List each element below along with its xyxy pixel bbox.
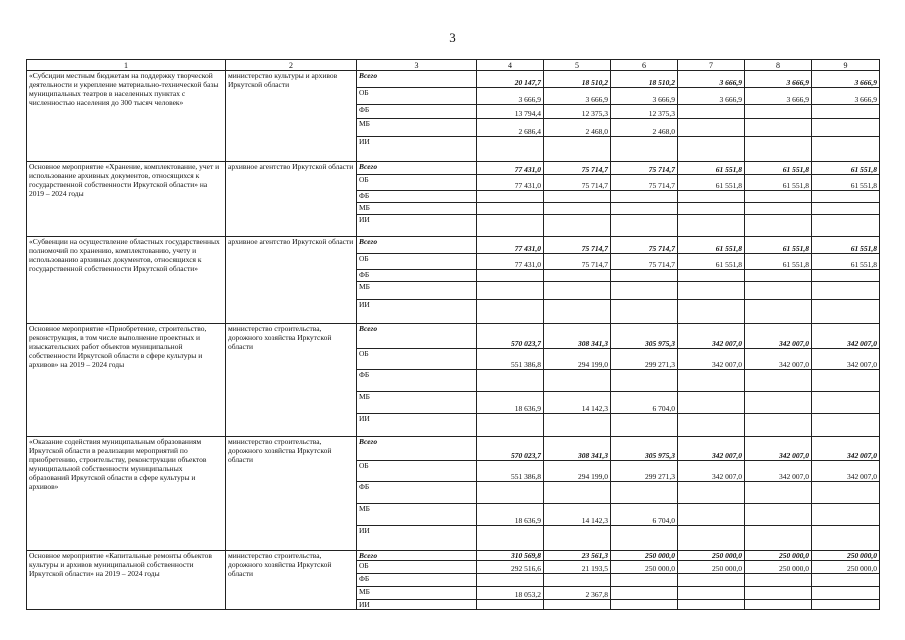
amount-cell bbox=[678, 587, 745, 600]
amount-cell: 6 704,0 bbox=[611, 504, 678, 526]
amount-cell bbox=[745, 482, 812, 504]
funding-source: ФБ bbox=[357, 105, 477, 119]
amount-cell: 250 000,0 bbox=[812, 551, 880, 561]
budget-table bbox=[26, 59, 880, 610]
funding-source: Всего bbox=[357, 162, 477, 175]
amount-cell: 250 000,0 bbox=[678, 551, 745, 561]
table-row bbox=[27, 162, 880, 175]
funding-source: ОБ bbox=[357, 175, 477, 191]
amount-cell bbox=[611, 282, 678, 300]
amount-cell bbox=[812, 587, 880, 600]
funding-source: ИИ bbox=[357, 526, 477, 551]
amount-cell bbox=[745, 370, 812, 392]
amount-cell bbox=[678, 370, 745, 392]
amount-cell: 61 551,8 bbox=[678, 162, 745, 175]
amount-cell bbox=[544, 270, 611, 282]
column-header: 1 bbox=[27, 60, 226, 71]
amount-cell bbox=[544, 282, 611, 300]
amount-cell bbox=[678, 482, 745, 504]
funding-source: ОБ bbox=[357, 561, 477, 574]
amount-cell: 308 341,3 bbox=[544, 324, 611, 349]
amount-cell: 342 007,0 bbox=[678, 461, 745, 482]
amount-cell: 13 794,4 bbox=[477, 105, 544, 119]
amount-cell bbox=[611, 587, 678, 600]
funding-source: ФБ bbox=[357, 191, 477, 203]
amount-cell: 250 000,0 bbox=[611, 551, 678, 561]
amount-cell bbox=[477, 370, 544, 392]
amount-cell bbox=[544, 370, 611, 392]
amount-cell bbox=[477, 203, 544, 215]
amount-cell bbox=[812, 282, 880, 300]
amount-cell: 3 666,9 bbox=[812, 71, 880, 88]
funding-source: ИИ bbox=[357, 414, 477, 437]
amount-cell bbox=[611, 482, 678, 504]
amount-cell: 75 714,7 bbox=[611, 175, 678, 191]
activity-description: «Субсидии местным бюджетам на поддержку творческой деятельности и укрепление материально-технической базы муниципальных театров в населенных пунктах с численностью населения до 300 тысяч человек» bbox=[27, 71, 226, 162]
amount-cell bbox=[544, 414, 611, 437]
amount-cell: 3 666,9 bbox=[678, 88, 745, 105]
amount-cell: 12 375,3 bbox=[611, 105, 678, 119]
amount-cell: 77 431,0 bbox=[477, 254, 544, 270]
amount-cell bbox=[477, 191, 544, 203]
amount-cell: 12 375,3 bbox=[544, 105, 611, 119]
amount-cell bbox=[678, 414, 745, 437]
amount-cell: 2 468,0 bbox=[544, 119, 611, 137]
amount-cell: 18 053,2 bbox=[477, 587, 544, 600]
responsible-executor: министерство строительства, дорожного хозяйства Иркутской области bbox=[226, 324, 357, 437]
amount-cell bbox=[678, 270, 745, 282]
amount-cell: 342 007,0 bbox=[745, 437, 812, 461]
amount-cell bbox=[678, 119, 745, 137]
funding-source: ИИ bbox=[357, 215, 477, 237]
responsible-executor: министерство строительства, дорожного хозяйства Иркутской области bbox=[226, 437, 357, 551]
amount-cell: 294 199,0 bbox=[544, 461, 611, 482]
amount-cell: 75 714,7 bbox=[544, 175, 611, 191]
amount-cell bbox=[611, 414, 678, 437]
amount-cell: 61 551,8 bbox=[812, 254, 880, 270]
amount-cell bbox=[812, 105, 880, 119]
amount-cell: 75 714,7 bbox=[544, 237, 611, 254]
funding-source: Всего bbox=[357, 551, 477, 561]
column-header: 9 bbox=[812, 60, 880, 71]
amount-cell: 250 000,0 bbox=[812, 561, 880, 574]
amount-cell: 551 386,8 bbox=[477, 461, 544, 482]
activity-description: Основное мероприятие «Хранение, комплектование, учет и использование архивных документов, относящихся к государственной собственности Иркутской области» на 2019 – 2024 годы bbox=[27, 162, 226, 237]
funding-source: ОБ bbox=[357, 349, 477, 370]
amount-cell bbox=[812, 119, 880, 137]
amount-cell bbox=[678, 203, 745, 215]
amount-cell: 342 007,0 bbox=[812, 461, 880, 482]
column-header-row bbox=[27, 60, 880, 71]
amount-cell: 2 468,0 bbox=[611, 119, 678, 137]
funding-source: МБ bbox=[357, 119, 477, 137]
amount-cell bbox=[812, 504, 880, 526]
amount-cell: 342 007,0 bbox=[812, 437, 880, 461]
amount-cell bbox=[812, 526, 880, 551]
column-header: 8 bbox=[745, 60, 812, 71]
amount-cell bbox=[477, 526, 544, 551]
amount-cell: 75 714,7 bbox=[544, 162, 611, 175]
amount-cell bbox=[544, 600, 611, 610]
funding-source: ФБ bbox=[357, 482, 477, 504]
amount-cell: 299 271,3 bbox=[611, 461, 678, 482]
amount-cell bbox=[745, 300, 812, 324]
amount-cell bbox=[544, 191, 611, 203]
amount-cell bbox=[812, 300, 880, 324]
activity-description: «Оказание содействия муниципальным образованиям Иркутской области в реализации мероприятий по приобретению, строительству, реконструкции объектов муниципальной собственности муниципальных образований Иркутской области в сфере культуры и архивов» bbox=[27, 437, 226, 551]
amount-cell bbox=[678, 504, 745, 526]
amount-cell bbox=[611, 300, 678, 324]
amount-cell: 342 007,0 bbox=[745, 324, 812, 349]
funding-source: МБ bbox=[357, 282, 477, 300]
amount-cell: 2 686,4 bbox=[477, 119, 544, 137]
amount-cell: 3 666,9 bbox=[745, 71, 812, 88]
amount-cell bbox=[678, 105, 745, 119]
amount-cell: 342 007,0 bbox=[678, 324, 745, 349]
amount-cell bbox=[678, 600, 745, 610]
amount-cell bbox=[745, 105, 812, 119]
amount-cell bbox=[745, 191, 812, 203]
amount-cell: 20 147,7 bbox=[477, 71, 544, 88]
activity-description: Основное мероприятие «Приобретение, строительство, реконструкция, в том числе выполнение проектных и изыскательских работ объектов муниципальной собственности Иркутской области в сфере культуры и архивов» на 2019 – 2024 годы bbox=[27, 324, 226, 437]
amount-cell: 3 666,9 bbox=[812, 88, 880, 105]
amount-cell bbox=[477, 282, 544, 300]
amount-cell: 61 551,8 bbox=[745, 175, 812, 191]
amount-cell: 75 714,7 bbox=[544, 254, 611, 270]
funding-source: Всего bbox=[357, 437, 477, 461]
amount-cell: 61 551,8 bbox=[745, 162, 812, 175]
amount-cell bbox=[611, 137, 678, 162]
amount-cell: 3 666,9 bbox=[678, 71, 745, 88]
amount-cell bbox=[611, 600, 678, 610]
amount-cell: 299 271,3 bbox=[611, 349, 678, 370]
funding-source: ФБ bbox=[357, 574, 477, 587]
amount-cell: 250 000,0 bbox=[611, 561, 678, 574]
amount-cell: 18 510,2 bbox=[611, 71, 678, 88]
amount-cell bbox=[745, 392, 812, 414]
amount-cell bbox=[544, 574, 611, 587]
amount-cell: 61 551,8 bbox=[812, 237, 880, 254]
amount-cell: 305 975,3 bbox=[611, 324, 678, 349]
amount-cell: 23 561,3 bbox=[544, 551, 611, 561]
amount-cell bbox=[745, 215, 812, 237]
amount-cell: 250 000,0 bbox=[745, 561, 812, 574]
amount-cell: 75 714,7 bbox=[611, 162, 678, 175]
funding-source: Всего bbox=[357, 237, 477, 254]
table-row bbox=[27, 324, 880, 349]
amount-cell: 3 666,9 bbox=[544, 88, 611, 105]
amount-cell: 342 007,0 bbox=[678, 437, 745, 461]
amount-cell bbox=[745, 587, 812, 600]
amount-cell bbox=[544, 482, 611, 504]
amount-cell: 342 007,0 bbox=[678, 349, 745, 370]
amount-cell: 308 341,3 bbox=[544, 437, 611, 461]
amount-cell bbox=[745, 203, 812, 215]
amount-cell: 18 636,9 bbox=[477, 504, 544, 526]
funding-source: ФБ bbox=[357, 370, 477, 392]
table-row bbox=[27, 237, 880, 254]
amount-cell: 342 007,0 bbox=[745, 461, 812, 482]
activity-description: Основное мероприятие «Капитальные ремонты объектов культуры и архивов муниципальной собственности Иркутской области» на 2019 – 2024 годы bbox=[27, 551, 226, 610]
amount-cell bbox=[544, 215, 611, 237]
amount-cell bbox=[745, 574, 812, 587]
table-row bbox=[27, 71, 880, 88]
amount-cell: 250 000,0 bbox=[678, 561, 745, 574]
column-header: 3 bbox=[357, 60, 477, 71]
amount-cell bbox=[745, 270, 812, 282]
amount-cell bbox=[544, 300, 611, 324]
amount-cell: 250 000,0 bbox=[745, 551, 812, 561]
amount-cell bbox=[812, 191, 880, 203]
amount-cell bbox=[678, 392, 745, 414]
amount-cell: 61 551,8 bbox=[812, 162, 880, 175]
amount-cell: 305 975,3 bbox=[611, 437, 678, 461]
amount-cell bbox=[477, 414, 544, 437]
column-header: 7 bbox=[678, 60, 745, 71]
amount-cell: 570 023,7 bbox=[477, 437, 544, 461]
amount-cell: 18 636,9 bbox=[477, 392, 544, 414]
funding-source: МБ bbox=[357, 203, 477, 215]
responsible-executor: архивное агентство Иркутской области bbox=[226, 162, 357, 237]
amount-cell: 570 023,7 bbox=[477, 324, 544, 349]
amount-cell bbox=[812, 137, 880, 162]
amount-cell: 61 551,8 bbox=[678, 175, 745, 191]
amount-cell: 77 431,0 bbox=[477, 237, 544, 254]
amount-cell bbox=[812, 392, 880, 414]
amount-cell: 294 199,0 bbox=[544, 349, 611, 370]
amount-cell bbox=[678, 526, 745, 551]
funding-source: ОБ bbox=[357, 461, 477, 482]
funding-source: МБ bbox=[357, 392, 477, 414]
amount-cell bbox=[477, 137, 544, 162]
amount-cell bbox=[812, 482, 880, 504]
column-header: 5 bbox=[544, 60, 611, 71]
amount-cell: 3 666,9 bbox=[611, 88, 678, 105]
amount-cell bbox=[477, 600, 544, 610]
amount-cell bbox=[745, 504, 812, 526]
amount-cell bbox=[812, 574, 880, 587]
funding-source: Всего bbox=[357, 71, 477, 88]
amount-cell: 6 704,0 bbox=[611, 392, 678, 414]
column-header: 6 bbox=[611, 60, 678, 71]
amount-cell: 342 007,0 bbox=[812, 349, 880, 370]
amount-cell bbox=[678, 191, 745, 203]
funding-source: ИИ bbox=[357, 600, 477, 610]
amount-cell: 342 007,0 bbox=[745, 349, 812, 370]
amount-cell bbox=[678, 215, 745, 237]
amount-cell bbox=[611, 270, 678, 282]
amount-cell: 61 551,8 bbox=[678, 254, 745, 270]
amount-cell bbox=[477, 574, 544, 587]
amount-cell: 292 516,6 bbox=[477, 561, 544, 574]
amount-cell bbox=[678, 300, 745, 324]
funding-source: ОБ bbox=[357, 88, 477, 105]
page-number: 3 bbox=[449, 30, 456, 45]
table-row bbox=[27, 551, 880, 561]
amount-cell: 75 714,7 bbox=[611, 254, 678, 270]
amount-cell bbox=[745, 282, 812, 300]
amount-cell bbox=[678, 137, 745, 162]
amount-cell bbox=[477, 482, 544, 504]
amount-cell: 3 666,9 bbox=[477, 88, 544, 105]
funding-source: ФБ bbox=[357, 270, 477, 282]
amount-cell: 14 142,3 bbox=[544, 392, 611, 414]
amount-cell: 310 569,8 bbox=[477, 551, 544, 561]
amount-cell bbox=[477, 215, 544, 237]
amount-cell bbox=[611, 215, 678, 237]
amount-cell bbox=[544, 203, 611, 215]
activity-description: «Субвенции на осуществление областных государственных полномочий по хранению, комплектованию, учету и использованию архивных документов, относящихся к государственной собственности Иркутской области» bbox=[27, 237, 226, 324]
amount-cell bbox=[477, 270, 544, 282]
amount-cell bbox=[812, 370, 880, 392]
funding-source: МБ bbox=[357, 504, 477, 526]
responsible-executor: министерство культуры и архивов Иркутской области bbox=[226, 71, 357, 162]
amount-cell bbox=[745, 414, 812, 437]
amount-cell: 75 714,7 bbox=[611, 237, 678, 254]
amount-cell bbox=[678, 282, 745, 300]
amount-cell bbox=[611, 191, 678, 203]
funding-source: МБ bbox=[357, 587, 477, 600]
amount-cell: 14 142,3 bbox=[544, 504, 611, 526]
amount-cell bbox=[544, 137, 611, 162]
amount-cell bbox=[812, 270, 880, 282]
amount-cell bbox=[611, 203, 678, 215]
amount-cell: 18 510,2 bbox=[544, 71, 611, 88]
amount-cell bbox=[611, 526, 678, 551]
amount-cell bbox=[477, 300, 544, 324]
amount-cell: 551 386,8 bbox=[477, 349, 544, 370]
amount-cell bbox=[745, 600, 812, 610]
amount-cell: 342 007,0 bbox=[812, 324, 880, 349]
amount-cell bbox=[678, 574, 745, 587]
amount-cell: 21 193,5 bbox=[544, 561, 611, 574]
responsible-executor: министерство строительства, дорожного хозяйства Иркутской области bbox=[226, 551, 357, 610]
amount-cell bbox=[745, 119, 812, 137]
funding-source: ИИ bbox=[357, 137, 477, 162]
amount-cell: 61 551,8 bbox=[745, 254, 812, 270]
amount-cell: 61 551,8 bbox=[678, 237, 745, 254]
amount-cell bbox=[812, 203, 880, 215]
responsible-executor: архивное агентство Иркутской области bbox=[226, 237, 357, 324]
amount-cell: 77 431,0 bbox=[477, 162, 544, 175]
column-header: 4 bbox=[477, 60, 544, 71]
amount-cell bbox=[812, 215, 880, 237]
amount-cell bbox=[544, 526, 611, 551]
amount-cell: 77 431,0 bbox=[477, 175, 544, 191]
funding-source: ИИ bbox=[357, 300, 477, 324]
amount-cell: 3 666,9 bbox=[745, 88, 812, 105]
funding-source: ОБ bbox=[357, 254, 477, 270]
funding-source: Всего bbox=[357, 324, 477, 349]
amount-cell: 61 551,8 bbox=[812, 175, 880, 191]
amount-cell bbox=[745, 137, 812, 162]
column-header: 2 bbox=[226, 60, 357, 71]
amount-cell: 2 367,8 bbox=[544, 587, 611, 600]
amount-cell bbox=[812, 414, 880, 437]
amount-cell bbox=[611, 370, 678, 392]
amount-cell bbox=[745, 526, 812, 551]
table-row bbox=[27, 437, 880, 461]
amount-cell: 61 551,8 bbox=[745, 237, 812, 254]
amount-cell bbox=[812, 600, 880, 610]
amount-cell bbox=[611, 574, 678, 587]
